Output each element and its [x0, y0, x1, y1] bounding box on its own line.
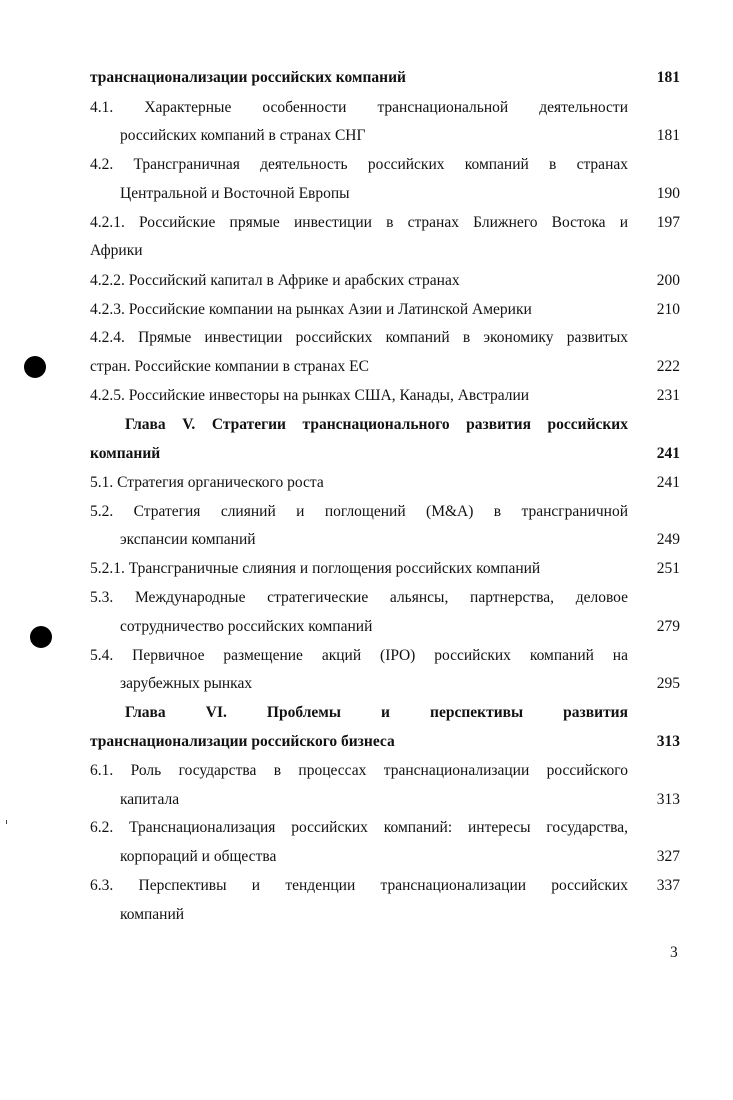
- toc-entry-title-cont: российских компаний в странах СНГ: [120, 127, 366, 144]
- toc-entry-title: 4.2.1. Российские прямые инвестиции в странах Ближнего Востока и: [90, 214, 628, 231]
- toc-entry-title: 6.3. Перспективы и тенденции транснационализации российских: [90, 877, 628, 894]
- toc-entry-title-cont: корпораций и общества: [120, 848, 277, 865]
- toc-entry-title: 5.2.1. Трансграничные слияния и поглощения российских компаний: [90, 560, 541, 577]
- punch-hole-upper: [24, 356, 46, 378]
- toc-entry-page: 249: [656, 531, 680, 548]
- toc-entry-title-cont: экспансии компаний: [120, 531, 256, 548]
- toc-entry-title: 5.3. Международные стратегические альянсы, партнерства, деловое: [90, 589, 628, 606]
- toc-entry-page: 337: [656, 877, 680, 894]
- toc-entry-title-cont: стран. Российские компании в странах ЕС: [90, 358, 369, 375]
- toc-entry-page: 190: [656, 185, 680, 202]
- toc-chapter-title: Глава VI. Проблемы и перспективы развития: [125, 704, 628, 721]
- toc-entry-page: 197: [656, 214, 680, 231]
- toc-entry-title: 4.2.2. Российский капитал в Африке и арабских странах: [90, 272, 460, 289]
- toc-entry-title: 4.1. Характерные особенности транснациональной деятельности: [90, 99, 628, 116]
- toc-entry-page: 181: [656, 69, 680, 86]
- toc-entry-page: 200: [656, 272, 680, 289]
- toc-entry-title-cont: Африки: [90, 242, 143, 259]
- toc-entry-page: 231: [656, 387, 680, 404]
- toc-entry-page: 313: [656, 791, 680, 808]
- toc-entry-title: 4.2. Трансграничная деятельность российских компаний в странах: [90, 156, 628, 173]
- toc-entry-title-cont: компаний: [120, 906, 185, 923]
- toc-chapter-page: 241: [656, 445, 680, 462]
- toc-entry-page: 222: [656, 358, 680, 375]
- toc-entry-title: 5.1. Стратегия органического роста: [90, 474, 324, 491]
- toc-entry-title: транснационализации российских компаний: [90, 69, 406, 86]
- toc-entry-page: 327: [656, 848, 680, 865]
- toc-chapter-title: Глава V. Стратегии транснационального развития российских: [125, 416, 628, 433]
- toc-entry-title-cont: капитала: [120, 791, 180, 808]
- toc-chapter-title-cont: транснационализации российского бизнеса: [90, 733, 395, 750]
- toc-entry-page: 295: [656, 675, 680, 692]
- toc-entry-title: 4.2.3. Российские компании на рынках Азии и Латинской Америки: [90, 301, 532, 318]
- toc-entry-title: 6.1. Роль государства в процессах транснационализации российского: [90, 762, 628, 779]
- toc-entry-title: 6.2. Транснационализация российских компаний: интересы государства,: [90, 819, 628, 836]
- toc-entry-page: 210: [656, 301, 680, 318]
- scan-mark: [6, 820, 7, 824]
- toc-entry-page: 181: [656, 127, 680, 144]
- toc-entry-page: 251: [656, 560, 680, 577]
- toc-entry-title: 5.2. Стратегия слияний и поглощений (M&A) в трансграничной: [90, 503, 628, 520]
- toc-entry-title: 5.4. Первичное размещение акций (IPO) российских компаний на: [90, 647, 628, 664]
- toc-chapter-page: 313: [656, 733, 680, 750]
- punch-hole-lower: [30, 626, 52, 648]
- toc-entry-title-cont: зарубежных рынках: [120, 675, 253, 692]
- toc-entry-title-cont: сотрудничество российских компаний: [120, 618, 373, 635]
- toc-entry-page: 241: [656, 474, 680, 491]
- page-number: 3: [670, 944, 678, 961]
- toc-entry-title: 4.2.4. Прямые инвестиции российских компаний в экономику развитых: [90, 329, 628, 346]
- toc-entry-title-cont: Центральной и Восточной Европы: [120, 185, 350, 202]
- toc-entry-title: 4.2.5. Российские инвесторы на рынках США, Канады, Австралии: [90, 387, 530, 404]
- toc-chapter-title-cont: компаний: [90, 445, 161, 462]
- toc-entry-page: 279: [656, 618, 680, 635]
